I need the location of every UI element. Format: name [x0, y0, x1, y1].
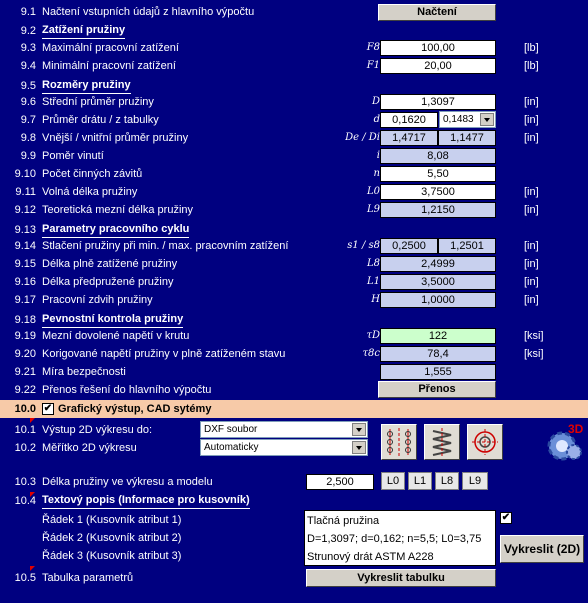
row-label: Střední průměr pružiny	[42, 96, 154, 108]
section-heading: Parametry pracovního cyklu	[42, 221, 189, 238]
section-heading: Rozměry pružiny	[42, 77, 131, 94]
unit: [ksi]	[524, 348, 544, 360]
row-number: 10.3	[14, 476, 36, 488]
working-stroke-value: 1,0000	[380, 292, 496, 308]
row-9-4	[0, 57, 588, 75]
symbol: H	[371, 294, 380, 305]
unit: [in]	[524, 240, 539, 252]
symbol: De / Di	[345, 132, 380, 143]
spring-top-view-button[interactable]	[467, 424, 503, 460]
winding-ratio-value: 8,08	[380, 148, 496, 164]
bom-line-3[interactable]: Strunový drát ASTM A228	[307, 551, 434, 563]
row-number: 9.22	[14, 384, 36, 396]
row-number: 9.11	[15, 186, 36, 198]
select-value: 0,1483	[443, 114, 474, 125]
row-number: 9.13	[14, 224, 36, 236]
row-label: Stlačení pružiny při min. / max. pracovním zatížení	[42, 240, 289, 252]
unit: [in]	[524, 132, 539, 144]
l0-button[interactable]: L0	[381, 472, 405, 490]
section-heading: Pevnostní kontrola pružiny	[42, 311, 183, 328]
row-9-21	[0, 363, 588, 381]
target-view-icon	[468, 425, 502, 459]
free-length-input[interactable]: 3,7500	[380, 184, 496, 200]
chevron-down-icon[interactable]	[352, 441, 366, 454]
row-number: 9.6	[20, 96, 36, 108]
symbol: s1 / s8	[347, 240, 380, 251]
unit: [in]	[524, 258, 539, 270]
row-label: Mezní dovolené napětí v krutu	[42, 330, 190, 342]
unit: [in]	[524, 294, 539, 306]
section-band-graphic-output	[0, 400, 588, 418]
active-coils-input[interactable]: 5,50	[380, 166, 496, 182]
max-load-input[interactable]: 100,00	[380, 40, 496, 56]
l8-button[interactable]: L8	[435, 472, 459, 490]
row-number: 9.8	[20, 132, 36, 144]
row-9-16	[0, 273, 588, 291]
unit: [in]	[524, 204, 539, 216]
symbol: d	[373, 114, 380, 125]
spring-view-button[interactable]	[424, 424, 460, 460]
row-label: Délka pružiny ve výkresu a modelu	[42, 476, 213, 488]
row-label: Měřítko 2D výkresu	[42, 442, 137, 454]
row-label: Délka plně zatížené pružiny	[42, 258, 178, 270]
row-number: 10.5	[14, 572, 36, 584]
unit: [in]	[524, 276, 539, 288]
row-number: 9.12	[14, 204, 36, 216]
row-label: Počet činných závitů	[42, 168, 143, 180]
row-number: 10.1	[14, 424, 36, 436]
row-number: 9.20	[14, 348, 36, 360]
min-load-input[interactable]: 20,00	[380, 58, 496, 74]
row-number: 10.0	[14, 403, 36, 415]
symbol: D	[371, 96, 380, 107]
row-number: 9.10	[14, 168, 36, 180]
row-label: Řádek 1 (Kusovník atribut 1)	[42, 514, 182, 526]
row-9-12	[0, 201, 588, 219]
row-label: Teoretická mezní délka pružiny	[42, 204, 194, 216]
row-label: Průměr drátu / z tabulky	[42, 114, 159, 126]
row-label: Řádek 2 (Kusovník atribut 2)	[42, 532, 182, 544]
comment-marker-icon	[30, 492, 35, 497]
row-label: Načtení vstupních údajů z hlavního výpočtu	[42, 6, 255, 18]
drawing-length-input[interactable]: 2,500	[306, 474, 374, 490]
row-9-22	[0, 381, 588, 399]
row-label: Míra bezpečnosti	[42, 366, 126, 378]
section-heading: Grafický výstup, CAD sytémy	[58, 403, 212, 415]
spring-coil-icon	[425, 425, 459, 459]
bom-line-2[interactable]: D=1,3097; d=0,162; n=5,5; L0=3,75	[307, 533, 482, 545]
row-number: 10.2	[14, 442, 36, 454]
unit: [ksi]	[524, 330, 544, 342]
row-label: Přenos řešení do hlavního výpočtu	[42, 384, 212, 396]
row-9-3	[0, 39, 588, 57]
section-heading: Zatížení pružiny	[42, 22, 125, 39]
row-label: Délka předpružené pružiny	[42, 276, 174, 288]
row-9-11	[0, 183, 588, 201]
row-label: Minimální pracovní zatížení	[42, 60, 176, 72]
draw-2d-button[interactable]: Vykreslit (2D)	[500, 535, 584, 563]
row-9-20	[0, 345, 588, 363]
spring-section-button[interactable]	[381, 424, 417, 460]
row-number: 9.2	[20, 25, 36, 37]
symbol: i	[376, 150, 380, 161]
row-number: 9.14	[14, 240, 36, 252]
row-10-3	[0, 473, 588, 491]
row-9-8	[0, 129, 588, 147]
row-9-1	[0, 3, 588, 21]
row-number: 10.4	[14, 495, 36, 507]
row-10-4	[0, 492, 588, 510]
row-9-2	[0, 22, 588, 40]
symbol: n	[373, 168, 380, 179]
load-button[interactable]: Načtení	[378, 4, 496, 21]
row-9-7	[0, 111, 588, 129]
symbol: L9	[366, 204, 380, 215]
row-9-9	[0, 147, 588, 165]
row-9-19	[0, 327, 588, 345]
symbol: L0	[366, 186, 380, 197]
spring-section-icon	[382, 425, 416, 459]
symbol: L8	[366, 258, 380, 269]
chevron-down-icon[interactable]	[480, 113, 494, 126]
row-number: 9.1	[20, 6, 36, 18]
select-value: Automaticky	[204, 442, 259, 453]
mean-diameter-input[interactable]: 1,3097	[380, 94, 496, 110]
symbol: τD	[366, 330, 380, 341]
wire-diameter-input[interactable]: 0,1620	[380, 112, 438, 128]
row-label: Tabulka parametrů	[42, 572, 134, 584]
deflection-max-value: 1,2501	[438, 238, 496, 254]
inner-diameter-value: 1,1477	[438, 130, 496, 146]
row-label: Poměr vinutí	[42, 150, 104, 162]
row-label: Vnější / vnitřní průměr pružiny	[42, 132, 189, 144]
row-number: 9.17	[14, 294, 36, 306]
row-9-17	[0, 291, 588, 309]
row-number: 9.16	[14, 276, 36, 288]
section-heading: Textový popis (Informace pro kusovník)	[42, 492, 250, 509]
outer-diameter-value: 1,4717	[380, 130, 438, 146]
row-number: 9.21	[14, 366, 36, 378]
safety-factor-value: 1,555	[380, 364, 496, 380]
row-9-14	[0, 237, 588, 255]
row-number: 9.5	[20, 80, 36, 92]
row-label: Volná délka pružiny	[42, 186, 138, 198]
corrected-stress-value: 78,4	[380, 346, 496, 362]
row-number: 9.18	[14, 314, 36, 326]
bom-checkbox[interactable]: ✔	[501, 512, 511, 523]
transfer-button[interactable]: Přenos	[378, 381, 496, 398]
comment-marker-icon	[30, 566, 35, 571]
row-number: 9.15	[14, 258, 36, 270]
drawing-scale-select[interactable]	[200, 439, 368, 456]
row-10-5	[0, 569, 588, 587]
l9-button[interactable]: L9	[462, 472, 488, 490]
loaded-length-value: 2,4999	[380, 256, 496, 272]
unit: [in]	[524, 186, 539, 198]
row-label: Korigované napětí pružiny v plně zatíženém stavu	[42, 348, 286, 360]
select-value: DXF soubor	[204, 424, 258, 435]
unit: [in]	[524, 114, 539, 126]
row-number: 9.9	[20, 150, 36, 162]
draw-table-button[interactable]: Vykreslit tabulku	[306, 569, 496, 587]
row-label: Výstup 2D výkresu do:	[42, 424, 153, 436]
symbol: F8	[366, 42, 380, 53]
l1-button[interactable]: L1	[408, 472, 432, 490]
row-label: Řádek 3 (Kusovník atribut 3)	[42, 550, 182, 562]
graphic-output-checkbox[interactable]: ✔	[43, 403, 53, 414]
chevron-down-icon[interactable]	[352, 423, 366, 436]
unit: [lb]	[524, 42, 539, 54]
row-number: 9.19	[14, 330, 36, 342]
deflection-min-value: 0,2500	[380, 238, 438, 254]
wire-table-select[interactable]	[439, 111, 496, 128]
row-number: 9.3	[20, 42, 36, 54]
row-9-10	[0, 165, 588, 183]
row-9-6	[0, 93, 588, 111]
row-label: Pracovní zdvih pružiny	[42, 294, 153, 306]
row-number: 9.4	[20, 60, 36, 72]
3d-model-button[interactable]	[542, 422, 586, 464]
allowable-stress-value: 122	[380, 328, 496, 344]
unit: [lb]	[524, 60, 539, 72]
bom-line-1[interactable]: Tlačná pružina	[307, 515, 380, 527]
limit-length-value: 1,2150	[380, 202, 496, 218]
preloaded-length-value: 3,5000	[380, 274, 496, 290]
symbol: L1	[366, 276, 380, 287]
row-number: 9.7	[20, 114, 36, 126]
symbol: F1	[366, 60, 380, 71]
unit: [in]	[524, 96, 539, 108]
3d-badge: 3D	[568, 422, 584, 436]
symbol: τ8c	[362, 348, 380, 359]
output-target-select[interactable]	[200, 421, 368, 438]
row-9-15	[0, 255, 588, 273]
row-label: Maximální pracovní zatížení	[42, 42, 179, 54]
